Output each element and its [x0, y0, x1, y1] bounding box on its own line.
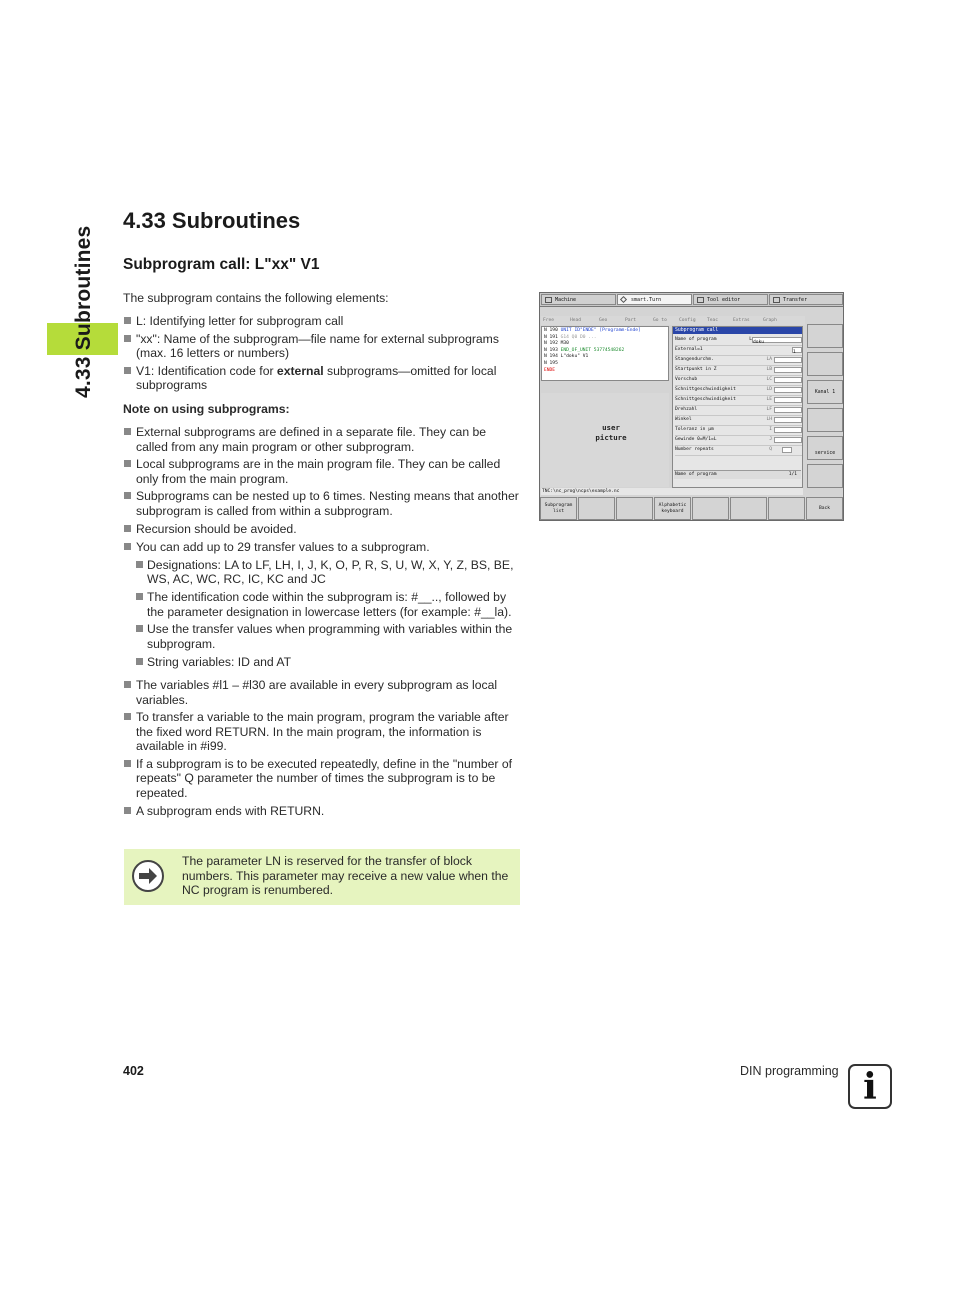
v1-suffix: subprograms—omitted for local subprograms [136, 363, 497, 393]
v1-prefix: V1: Identification code for [136, 363, 277, 378]
code-line: N 192 M30 [544, 341, 569, 347]
softkey-empty[interactable] [616, 497, 653, 520]
list-item: Use the transfer values when programming with variables within the subprogram. [135, 622, 521, 651]
control-screenshot [539, 292, 844, 521]
list-item: The identification code within the subprogram is: #__.., followed by the parameter designation in lowercase letters (for example: #__la). [135, 590, 521, 619]
form-row[interactable]: Name of program L doku [675, 335, 802, 346]
form-row[interactable]: Startpunkt in Z LB [675, 365, 802, 376]
list-item [123, 364, 521, 393]
menu-item[interactable]: Free [543, 318, 555, 323]
form-row[interactable]: Gewinde 0=M/1=L J [675, 435, 802, 446]
menu-item[interactable]: Part [625, 318, 637, 323]
list-item: If a subprogram is to be executed repeatedly, define in the "number of repeats" Q parameter the number of times the subprogram is to be repeated. [123, 757, 521, 801]
menu-item[interactable]: Config [679, 318, 696, 323]
chapter-side-title: 4.33 Subroutines [72, 225, 95, 398]
form-row[interactable]: External=1 1 [675, 345, 802, 356]
vertical-softkeys [806, 324, 844, 495]
menu-item[interactable]: Head [570, 318, 582, 323]
softkey-contour-icon[interactable] [807, 324, 843, 348]
softkey-tool-icon[interactable] [807, 352, 843, 376]
list-item: Designations: LA to LF, LH, I, J, K, O, P, R, S, U, W, X, Y, Z, BS, BE, WS, AC, WC, RC, IC, KC and JC [135, 558, 521, 587]
subprogram-form [672, 326, 803, 488]
form-row[interactable]: Drehzahl LF [675, 405, 802, 416]
list-item: "xx": Name of the subprogram—file name for external subprograms (max. 16 letters or numbers) [123, 332, 521, 361]
form-row[interactable]: Number repeats Q [675, 445, 802, 456]
arrow-right-icon [132, 860, 164, 892]
list-item: To transfer a variable to the main program, program the variable after the fixed word RETURN. In the main program, the information is available in #i99. [123, 710, 521, 754]
user-picture-area [541, 393, 669, 487]
menu-item[interactable]: Geo [599, 318, 608, 323]
form-row[interactable]: Schnittgeschwindigkeit LD [675, 385, 802, 396]
elements-list [123, 314, 521, 393]
menu-item[interactable]: Teac [707, 318, 719, 323]
v1-bold: external [276, 363, 324, 378]
intro-text: The subprogram contains the following elements: [123, 291, 389, 305]
tab-machine[interactable]: Machine [541, 294, 616, 305]
softkey-empty[interactable] [768, 497, 805, 520]
status-line: TNC:\nc_prog\ncps\example.nc [541, 488, 803, 495]
notes-list [123, 425, 521, 818]
form-row[interactable]: Winkel LH [675, 415, 802, 426]
mode-tabs [540, 293, 843, 307]
tab-tool-editor[interactable]: Tool editor [693, 294, 768, 305]
code-line: N 190 UNIT ID"ENDE" [Programm-Ende] [544, 328, 641, 333]
softkey-back[interactable]: Back [806, 497, 843, 520]
softkey-subprogram-list[interactable]: Subprogram list [540, 497, 577, 520]
softkey-service[interactable]: service [807, 436, 843, 460]
diamond-icon [620, 296, 627, 303]
tool-icon [697, 297, 704, 303]
code-line: N 194 L"doku" V1 [544, 354, 589, 360]
form-footer: Name of program 1/1 [674, 470, 801, 479]
list-item: You can add up to 29 transfer values to a subprogram. [123, 540, 521, 555]
softkey-kanal[interactable]: Kanal 1 [807, 380, 843, 404]
softkey-empty[interactable] [692, 497, 729, 520]
form-row[interactable]: Vorschub LC [675, 375, 802, 386]
list-item: L: Identifying letter for subprogram call [123, 314, 521, 329]
page-number: 402 [123, 1064, 144, 1078]
note-heading: Note on using subprograms: [123, 402, 290, 416]
list-item: The variables #l1 – #l30 are available in every subprogram as local variables. [123, 678, 521, 707]
menu-item[interactable]: Extras [733, 318, 750, 323]
user-picture-label: user picture [595, 423, 627, 442]
menu-item[interactable]: Go to [653, 318, 667, 323]
code-line: N 195 [544, 360, 558, 366]
info-icon [848, 1064, 892, 1109]
section-title: Subprogram call: L"xx" V1 [123, 256, 320, 273]
softkey-empty[interactable] [578, 497, 615, 520]
softkey-empty[interactable] [730, 497, 767, 520]
chapter-name: DIN programming [740, 1064, 839, 1078]
list-item: Subprograms can be nested up to 6 times. Nesting means that another subprogram is called from within a subprogram. [123, 489, 521, 518]
transfer-icon [773, 297, 780, 303]
code-line: ENDE [544, 367, 556, 373]
list-item: External subprograms are defined in a separate file. They can be called from any main program or other subprogram. [123, 425, 521, 454]
form-row[interactable]: Stangendurchm. LA [675, 355, 802, 366]
code-line: N 191 G14 Q0 D0 ... [544, 334, 597, 340]
tab-transfer[interactable]: Transfer [769, 294, 843, 305]
softkey-alphabetic-keyboard[interactable]: Alphabetic keyboard [654, 497, 691, 520]
program-editor[interactable] [541, 326, 669, 381]
menu-bar [541, 316, 805, 325]
list-item: Local subprograms are in the main program file. They can be called only from the main program. [123, 457, 521, 486]
menu-item[interactable]: Graph [763, 318, 777, 323]
softkey-t-icon[interactable] [807, 464, 843, 488]
list-item: String variables: ID and AT [135, 655, 521, 670]
tab-smart-turn[interactable]: smart.Turn [617, 294, 692, 305]
form-title: Subprogram call [673, 327, 802, 334]
info-note-text: The parameter LN is reserved for the transfer of block numbers. This parameter may receive a new value when the NC program is renumbered. [182, 854, 509, 898]
info-note-box [124, 849, 520, 905]
form-row[interactable]: Toleranz in µm I [675, 425, 802, 436]
list-item: Recursion should be avoided. [123, 522, 521, 537]
code-line: N 193 END_OF_UNIT 53774548262 [544, 347, 625, 353]
list-item: A subprogram ends with RETURN. [123, 804, 521, 819]
form-row[interactable]: Schnittgeschwindigkeit LE [675, 395, 802, 406]
softkey-empty[interactable] [807, 408, 843, 432]
page-title: 4.33 Subroutines [123, 208, 301, 233]
info-glyph: i [863, 1066, 877, 1108]
machine-icon [545, 297, 552, 303]
bottom-softkeys [540, 497, 843, 520]
